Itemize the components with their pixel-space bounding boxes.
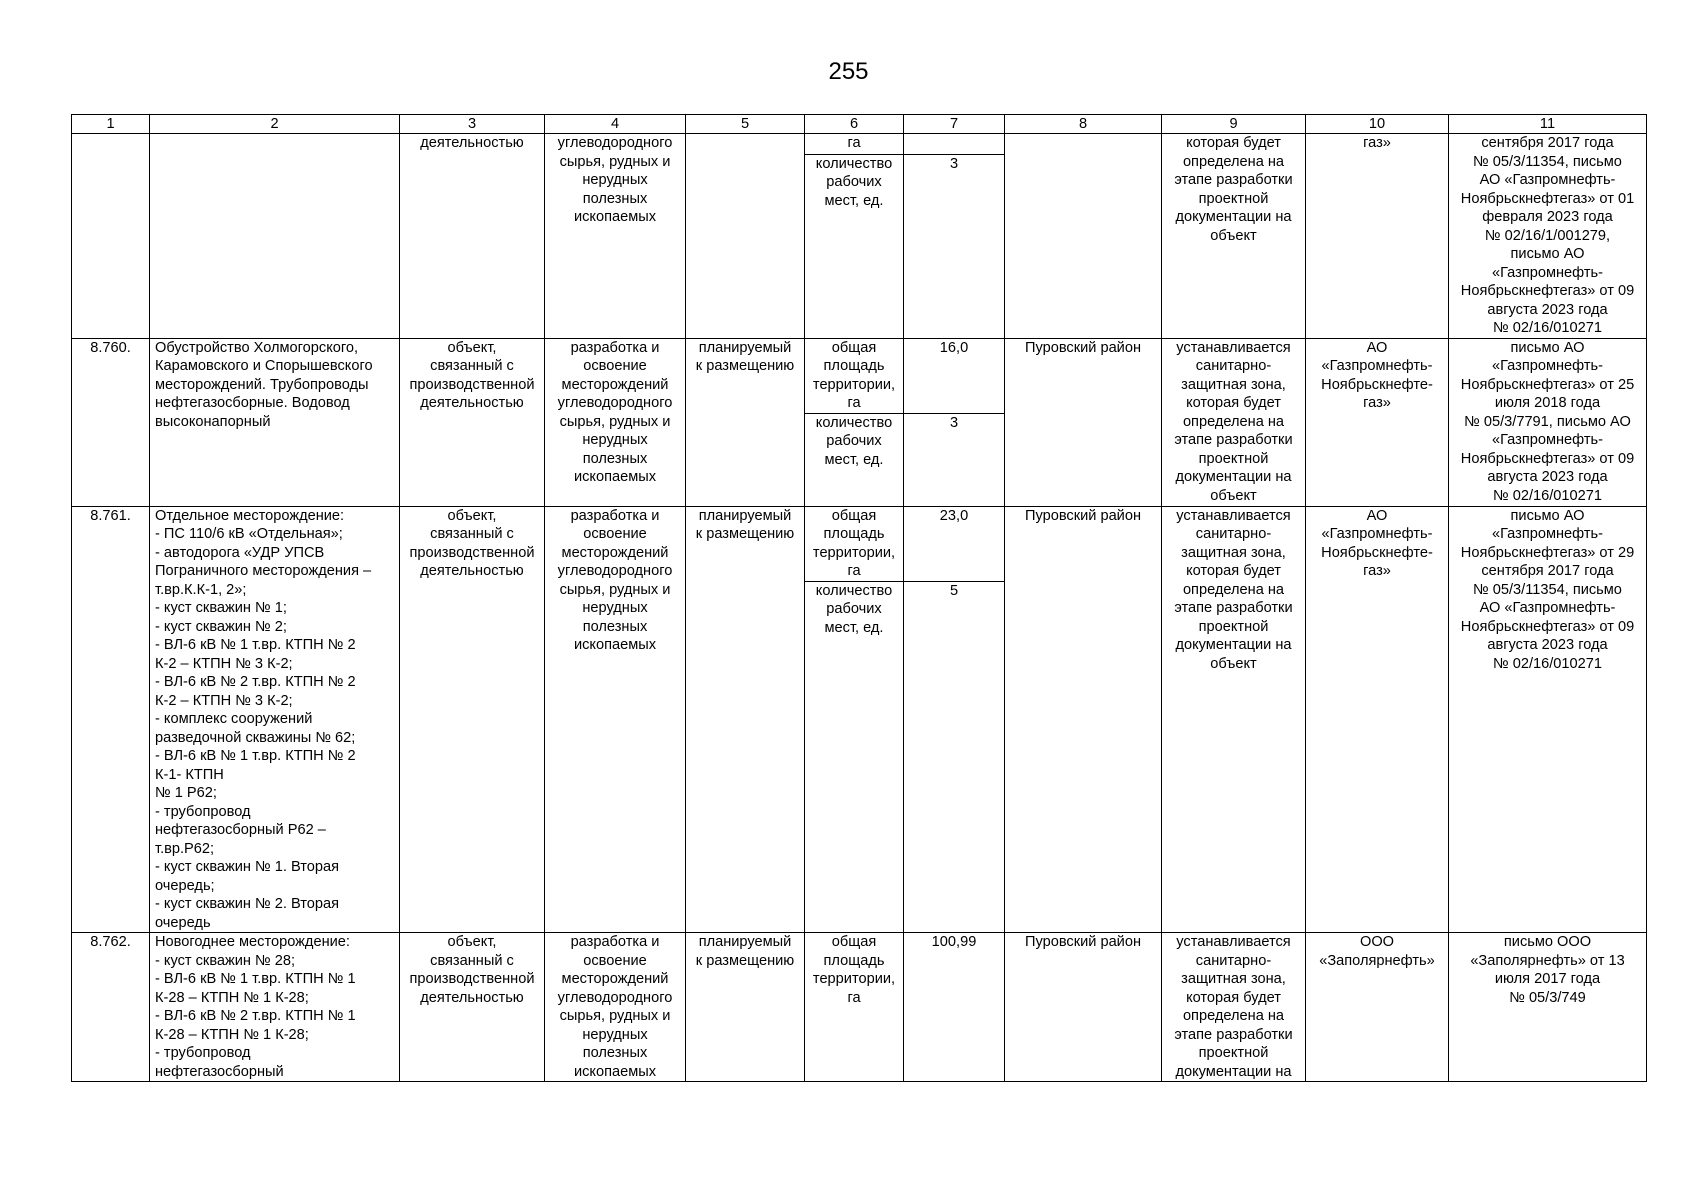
param-value: 3 — [904, 154, 1005, 338]
object-type: деятельностью — [400, 134, 545, 339]
object-type: объект, связанный с производственной деятельностью — [400, 933, 545, 1082]
basis-document: сентября 2017 года № 05/3/11354, письмо АО «Газпромнефть- Ноябрьскнефтегаз» от 01 февраля 2023 года № 02/16/1/001279, письмо АО «Газпромнефть- Ноябрьскнефтегаз» от 09 августа 2023 года № 02/16/010271 — [1449, 134, 1647, 339]
owner: АО «Газпромнефть- Ноябрьскнефте- газ» — [1306, 506, 1449, 933]
column-number: 4 — [545, 115, 686, 134]
basis-document: письмо ООО «Заполярнефть» от 13 июля 2017 года № 05/3/749 — [1449, 933, 1647, 1082]
row-number: 8.762. — [72, 933, 150, 1082]
column-number: 7 — [904, 115, 1005, 134]
basis-document: письмо АО «Газпромнефть- Ноябрьскнефтегаз» от 29 сентября 2017 года № 05/3/11354, письмо АО «Газпромнефть- Ноябрьскнефтегаз» от 09 августа 2023 года № 02/16/010271 — [1449, 506, 1647, 933]
column-number: 6 — [805, 115, 904, 134]
column-number: 9 — [1162, 115, 1306, 134]
zone-description: устанавливается санитарно- защитная зона, которая будет определена на этапе разработки проектной документации на объект — [1162, 338, 1306, 506]
object-status — [686, 134, 805, 339]
param-value: 5 — [904, 581, 1005, 932]
object-name: Отдельное месторождение: - ПС 110/6 кВ «Отдельная»; - автодорога «УДР УПСВ Пограничного месторождения – т.вр.К.К-1, 2»; - куст скважин № 1; - куст скважин № 2; - ВЛ-6 кВ № 1 т.вр. КТПН № 2 К-2 – КТПН № 3 К-2; - ВЛ-6 кВ № 2 т.вр. КТПН № 2 К-2 – КТПН № 3 К-2; - комплекс сооружений разведочной скважины № 62; - ВЛ-6 кВ № 1 т.вр. КТПН № 2 К-1- КТПН № 1 Р62; - трубопровод нефтегазосборный Р62 – т.вр.Р62; - куст скважин № 1. Вторая очередь; - куст скважин № 2. Вторая очередь — [150, 506, 400, 933]
table-row — [72, 338, 1647, 413]
owner: газ» — [1306, 134, 1449, 339]
object-name: Обустройство Холмогорского, Карамовского и Спорышевского месторождений. Трубопроводы нефтегазосборные. Водовод высоконапорный — [150, 338, 400, 506]
column-number: 8 — [1005, 115, 1162, 134]
zone-description: устанавливается санитарно- защитная зона, которая будет определена на этапе разработки проектной документации на объект — [1162, 506, 1306, 933]
object-name — [150, 134, 400, 339]
column-number: 11 — [1449, 115, 1647, 134]
column-number: 10 — [1306, 115, 1449, 134]
param-label: количество рабочих мест, ед. — [805, 154, 904, 338]
column-number: 5 — [686, 115, 805, 134]
param-label: общая площадь территории, га — [805, 338, 904, 413]
object-status: планируемый к размещению — [686, 338, 805, 506]
zone-description: устанавливается санитарно- защитная зона, которая будет определена на этапе разработки проектной документации на — [1162, 933, 1306, 1082]
column-number: 1 — [72, 115, 150, 134]
row-number — [72, 134, 150, 339]
param-value: 3 — [904, 413, 1005, 506]
object-status: планируемый к размещению — [686, 933, 805, 1082]
object-type: объект, связанный с производственной деятельностью — [400, 506, 545, 933]
object-status: планируемый к размещению — [686, 506, 805, 933]
column-number: 3 — [400, 115, 545, 134]
object-location — [1005, 134, 1162, 339]
object-purpose: разработка и освоение месторождений углеводородного сырья, рудных и нерудных полезных ископаемых — [545, 338, 686, 506]
object-type: объект, связанный с производственной деятельностью — [400, 338, 545, 506]
param-value: 100,99 — [904, 933, 1005, 1082]
zone-description: которая будет определена на этапе разработки проектной документации на объект — [1162, 134, 1306, 339]
table-row — [72, 506, 1647, 581]
param-value: 16,0 — [904, 338, 1005, 413]
column-number-row — [72, 115, 1647, 134]
object-purpose: разработка и освоение месторождений углеводородного сырья, рудных и нерудных полезных ископаемых — [545, 933, 686, 1082]
table-row — [72, 134, 1647, 155]
page-number: 255 — [828, 58, 869, 85]
basis-document: письмо АО «Газпромнефть- Ноябрьскнефтегаз» от 25 июля 2018 года № 05/3/7791, письмо АО «Газпромнефть- Ноябрьскнефтегаз» от 09 августа 2023 года № 02/16/010271 — [1449, 338, 1647, 506]
param-label: количество рабочих мест, ед. — [805, 581, 904, 932]
row-number: 8.760. — [72, 338, 150, 506]
owner: АО «Газпромнефть- Ноябрьскнефте- газ» — [1306, 338, 1449, 506]
param-label: общая площадь территории, га — [805, 506, 904, 581]
param-label: общая площадь территории, га — [805, 933, 904, 1082]
column-number: 2 — [150, 115, 400, 134]
registry-table — [71, 114, 1647, 1082]
object-location: Пуровский район — [1005, 338, 1162, 506]
object-purpose: углеводородного сырья, рудных и нерудных полезных ископаемых — [545, 134, 686, 339]
object-purpose: разработка и освоение месторождений углеводородного сырья, рудных и нерудных полезных ископаемых — [545, 506, 686, 933]
object-location: Пуровский район — [1005, 506, 1162, 933]
param-label: количество рабочих мест, ед. — [805, 413, 904, 506]
param-value — [904, 134, 1005, 155]
table-row — [72, 933, 1647, 1082]
row-number: 8.761. — [72, 506, 150, 933]
owner: ООО «Заполярнефть» — [1306, 933, 1449, 1082]
param-label: га — [805, 134, 904, 155]
param-value: 23,0 — [904, 506, 1005, 581]
object-name: Новогоднее месторождение: - куст скважин № 28; - ВЛ-6 кВ № 1 т.вр. КТПН № 1 К-28 – КТПН № 1 К-28; - ВЛ-6 кВ № 2 т.вр. КТПН № 1 К-28 – КТПН № 1 К-28; - трубопровод нефтегазосборный — [150, 933, 400, 1082]
object-location: Пуровский район — [1005, 933, 1162, 1082]
